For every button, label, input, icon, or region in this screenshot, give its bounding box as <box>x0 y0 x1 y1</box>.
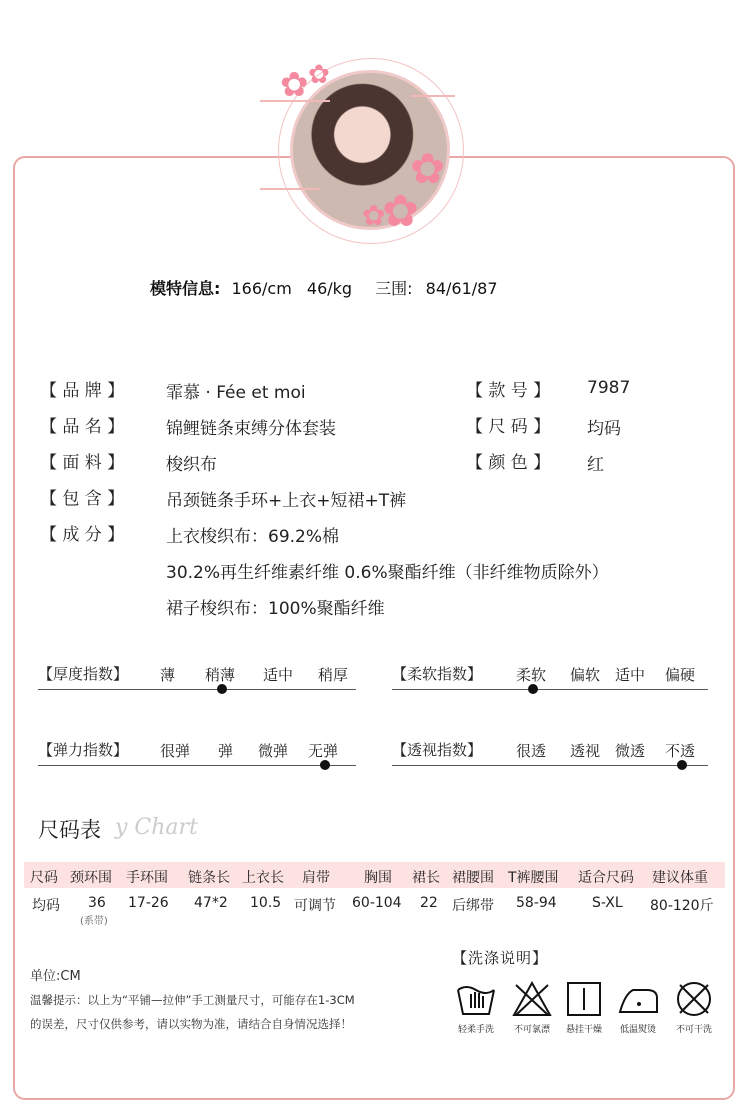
index-scale-line <box>392 689 708 690</box>
color-value: 红 <box>587 455 604 475</box>
deco-line <box>410 95 455 97</box>
size-table-cell: 均码 <box>32 898 60 914</box>
size-table-cell: 后绑带 <box>452 898 494 914</box>
index-label: 【弹力指数】 <box>38 741 129 759</box>
size-table-cell: 22 <box>420 895 438 911</box>
index-option: 微透 <box>615 742 646 760</box>
composition-line: 30.2%再生纤维素纤维 0.6%聚酯纤维（非纤维物质除外） <box>166 563 609 583</box>
composition-line: 裙子梭织布：100%聚酯纤维 <box>166 599 385 619</box>
index-selected-dot <box>528 684 538 694</box>
brand-label: 【 品 牌 】 <box>40 381 125 401</box>
cherry-blossom-icon: ✿ <box>410 144 446 193</box>
model-info-label: 模特信息: <box>150 279 221 298</box>
index-option: 透视 <box>570 742 601 760</box>
tip-line: 的误差，尺寸仅供参考，请以实物为准，请结合自身情况选择！ <box>30 1017 352 1031</box>
size-table-header-cell: 肩带 <box>302 870 330 886</box>
index-option: 适中 <box>263 666 294 684</box>
model-bust-label: 三围: <box>375 279 413 298</box>
index-option: 薄 <box>160 666 176 684</box>
index-option: 偏软 <box>570 666 601 684</box>
model-info <box>150 276 498 299</box>
no-dry-clean-icon <box>673 980 715 1018</box>
index-selected-dot <box>677 760 687 770</box>
size-value: 均码 <box>587 419 621 439</box>
size-table-cell: S-XL <box>592 895 623 911</box>
size-table-header-cell: T裤腰围 <box>508 870 559 886</box>
size-label: 【 尺 码 】 <box>466 417 551 437</box>
cherry-blossom-icon: ✿ <box>308 60 330 90</box>
wash-label: 不可氯漂 <box>513 1025 550 1035</box>
index-scale-line <box>38 765 356 766</box>
no-bleach-icon <box>511 980 553 1018</box>
style-value: 7987 <box>587 378 631 398</box>
size-table-cell: 可调节 <box>294 898 336 914</box>
index-selected-dot <box>320 760 330 770</box>
size-table-cell: 36 <box>88 895 106 911</box>
color-label: 【 颜 色 】 <box>466 453 551 473</box>
index-label: 【厚度指数】 <box>38 665 129 683</box>
size-table-cell: 10.5 <box>250 895 282 911</box>
brand-value: 霏慕 · Fée et moi <box>166 383 306 403</box>
model-avatar-area <box>270 60 470 250</box>
size-table-header-cell: 上衣长 <box>242 870 284 886</box>
size-chart-subtitle: y Chart <box>115 815 198 840</box>
index-option: 很弹 <box>160 742 191 760</box>
size-table-cell: 58-94 <box>516 895 557 911</box>
hand-wash-icon <box>455 980 497 1018</box>
index-option: 很透 <box>516 742 547 760</box>
cherry-blossom-icon: ✿ <box>382 186 419 237</box>
size-table-header-cell: 裙腰围 <box>452 870 494 886</box>
size-table-header-cell: 适合尺码 <box>578 870 634 886</box>
index-label: 【透视指数】 <box>392 741 483 759</box>
index-option: 无弹 <box>308 742 339 760</box>
wash-label: 悬挂干燥 <box>565 1025 602 1035</box>
includes-label: 【 包 含 】 <box>40 489 125 509</box>
hang-dry-icon <box>563 980 605 1018</box>
neck-note: (系带) <box>80 916 108 927</box>
composition-line: 上衣梭织布：69.2%棉 <box>166 527 340 547</box>
index-option: 弹 <box>218 742 234 760</box>
size-table-header-cell: 链条长 <box>188 870 230 886</box>
size-table-header-cell: 裙长 <box>412 870 440 886</box>
fabric-value: 梭织布 <box>166 455 217 475</box>
size-chart-title: 尺码表 <box>38 818 101 842</box>
fabric-label: 【 面 料 】 <box>40 453 125 473</box>
index-scale-line <box>392 765 708 766</box>
index-scale-line <box>38 689 356 690</box>
cherry-blossom-icon: ✿ <box>362 199 386 232</box>
tip-line: 温馨提示：以上为“平铺—拉伸”手工测量尺寸，可能存在1-3CM <box>30 993 355 1007</box>
model-measurements: 84/61/87 <box>425 279 498 298</box>
style-label: 【 款 号 】 <box>466 381 551 401</box>
size-table-header-cell: 胸围 <box>364 870 392 886</box>
wash-title: 【洗涤说明】 <box>452 949 549 967</box>
model-weight: 46/kg <box>306 279 353 298</box>
includes-value: 吊颈链条手环+上衣+短裙+T裤 <box>166 491 407 511</box>
index-selected-dot <box>217 684 227 694</box>
low-iron-icon <box>617 980 659 1018</box>
size-table-header-cell: 手环围 <box>126 870 168 886</box>
index-label: 【柔软指数】 <box>392 665 483 683</box>
size-table-header-cell: 尺码 <box>30 870 58 886</box>
wash-label: 低温熨烫 <box>619 1025 656 1035</box>
size-table-header-cell: 颈环围 <box>70 870 112 886</box>
size-table-header-cell: 建议体重 <box>652 870 708 886</box>
index-option: 微弹 <box>258 742 289 760</box>
size-table-cell: 47*2 <box>194 895 228 911</box>
size-table-cell: 60-104 <box>352 895 402 911</box>
name-label: 【 品 名 】 <box>40 417 125 437</box>
name-value: 锦鲤链条束缚分体套装 <box>166 419 336 439</box>
cherry-blossom-icon: ✿ <box>280 65 309 105</box>
index-option: 偏硬 <box>665 666 696 684</box>
index-option: 稍薄 <box>205 666 236 684</box>
index-option: 适中 <box>615 666 646 684</box>
size-table-cell: 17-26 <box>128 895 169 911</box>
composition-label: 【 成 分 】 <box>40 525 125 545</box>
model-height: 166/cm <box>231 279 292 298</box>
unit-label: 单位:CM <box>30 969 81 984</box>
wash-label: 轻柔手洗 <box>457 1025 494 1035</box>
size-table-cell: 80-120斤 <box>650 898 714 914</box>
index-option: 柔软 <box>516 666 547 684</box>
index-option: 稍厚 <box>318 666 349 684</box>
index-option: 不透 <box>665 742 696 760</box>
deco-line <box>260 188 320 190</box>
wash-label: 不可干洗 <box>675 1025 712 1035</box>
